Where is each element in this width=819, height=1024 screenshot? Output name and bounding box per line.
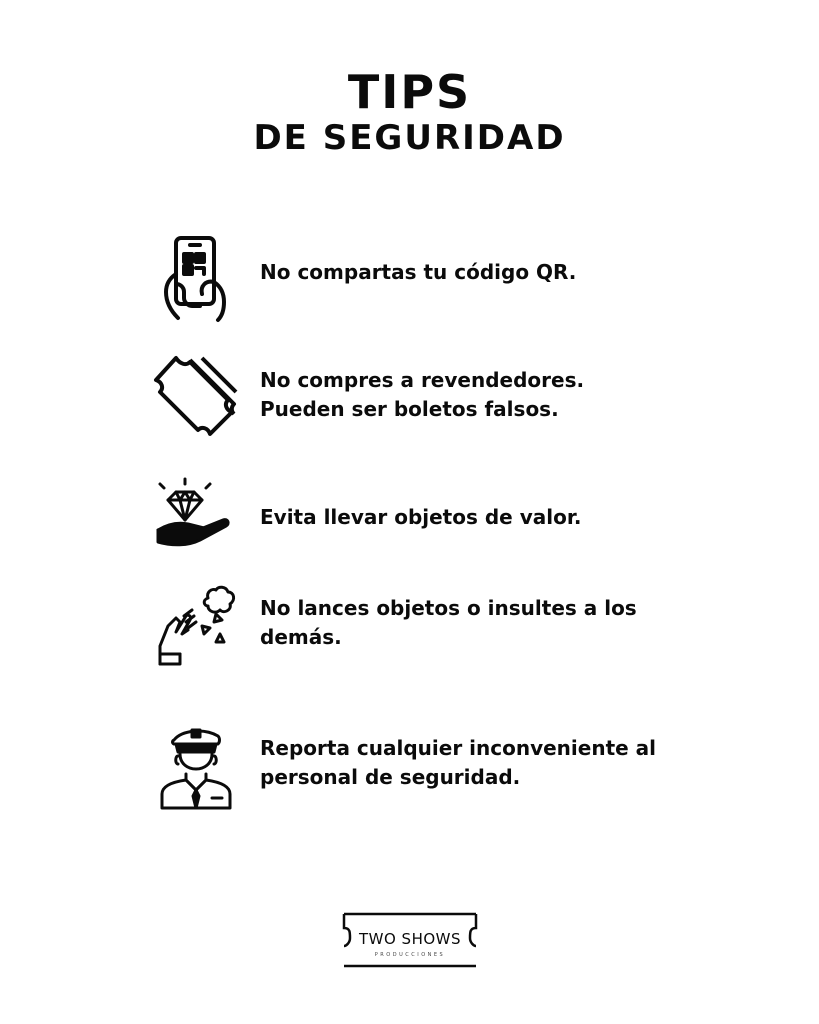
logo-tagline: PRODUCCIONES — [374, 952, 446, 958]
tip-item-valuables — [150, 472, 710, 564]
throwing-objects-icon — [150, 580, 242, 672]
tickets-icon — [150, 350, 242, 442]
tip-item-qr — [150, 232, 710, 324]
phone-qr-icon — [150, 232, 242, 324]
tip-text: No compartas tu código QR. — [260, 260, 577, 284]
security-guard-icon — [150, 722, 242, 814]
tip-item-resellers — [150, 350, 710, 442]
page-title: TIPS — [347, 65, 472, 119]
tip-text: Reporta cualquier inconveniente al personal de seguridad. — [260, 736, 657, 789]
brand-logo — [340, 910, 480, 970]
tip-text: Evita llevar objetos de valor. — [260, 505, 582, 529]
diamond-hand-icon — [150, 472, 242, 564]
page-subtitle: DE SEGURIDAD — [253, 118, 566, 158]
logo-name: TWO SHOWS — [358, 930, 462, 948]
tip-item-report — [150, 722, 710, 814]
tip-text: No lances objetos o insultes a los demás. — [260, 596, 637, 649]
tip-text: No compres a revendedores. Pueden ser boletos falsos. — [260, 368, 585, 421]
tip-item-throwing — [150, 580, 710, 672]
